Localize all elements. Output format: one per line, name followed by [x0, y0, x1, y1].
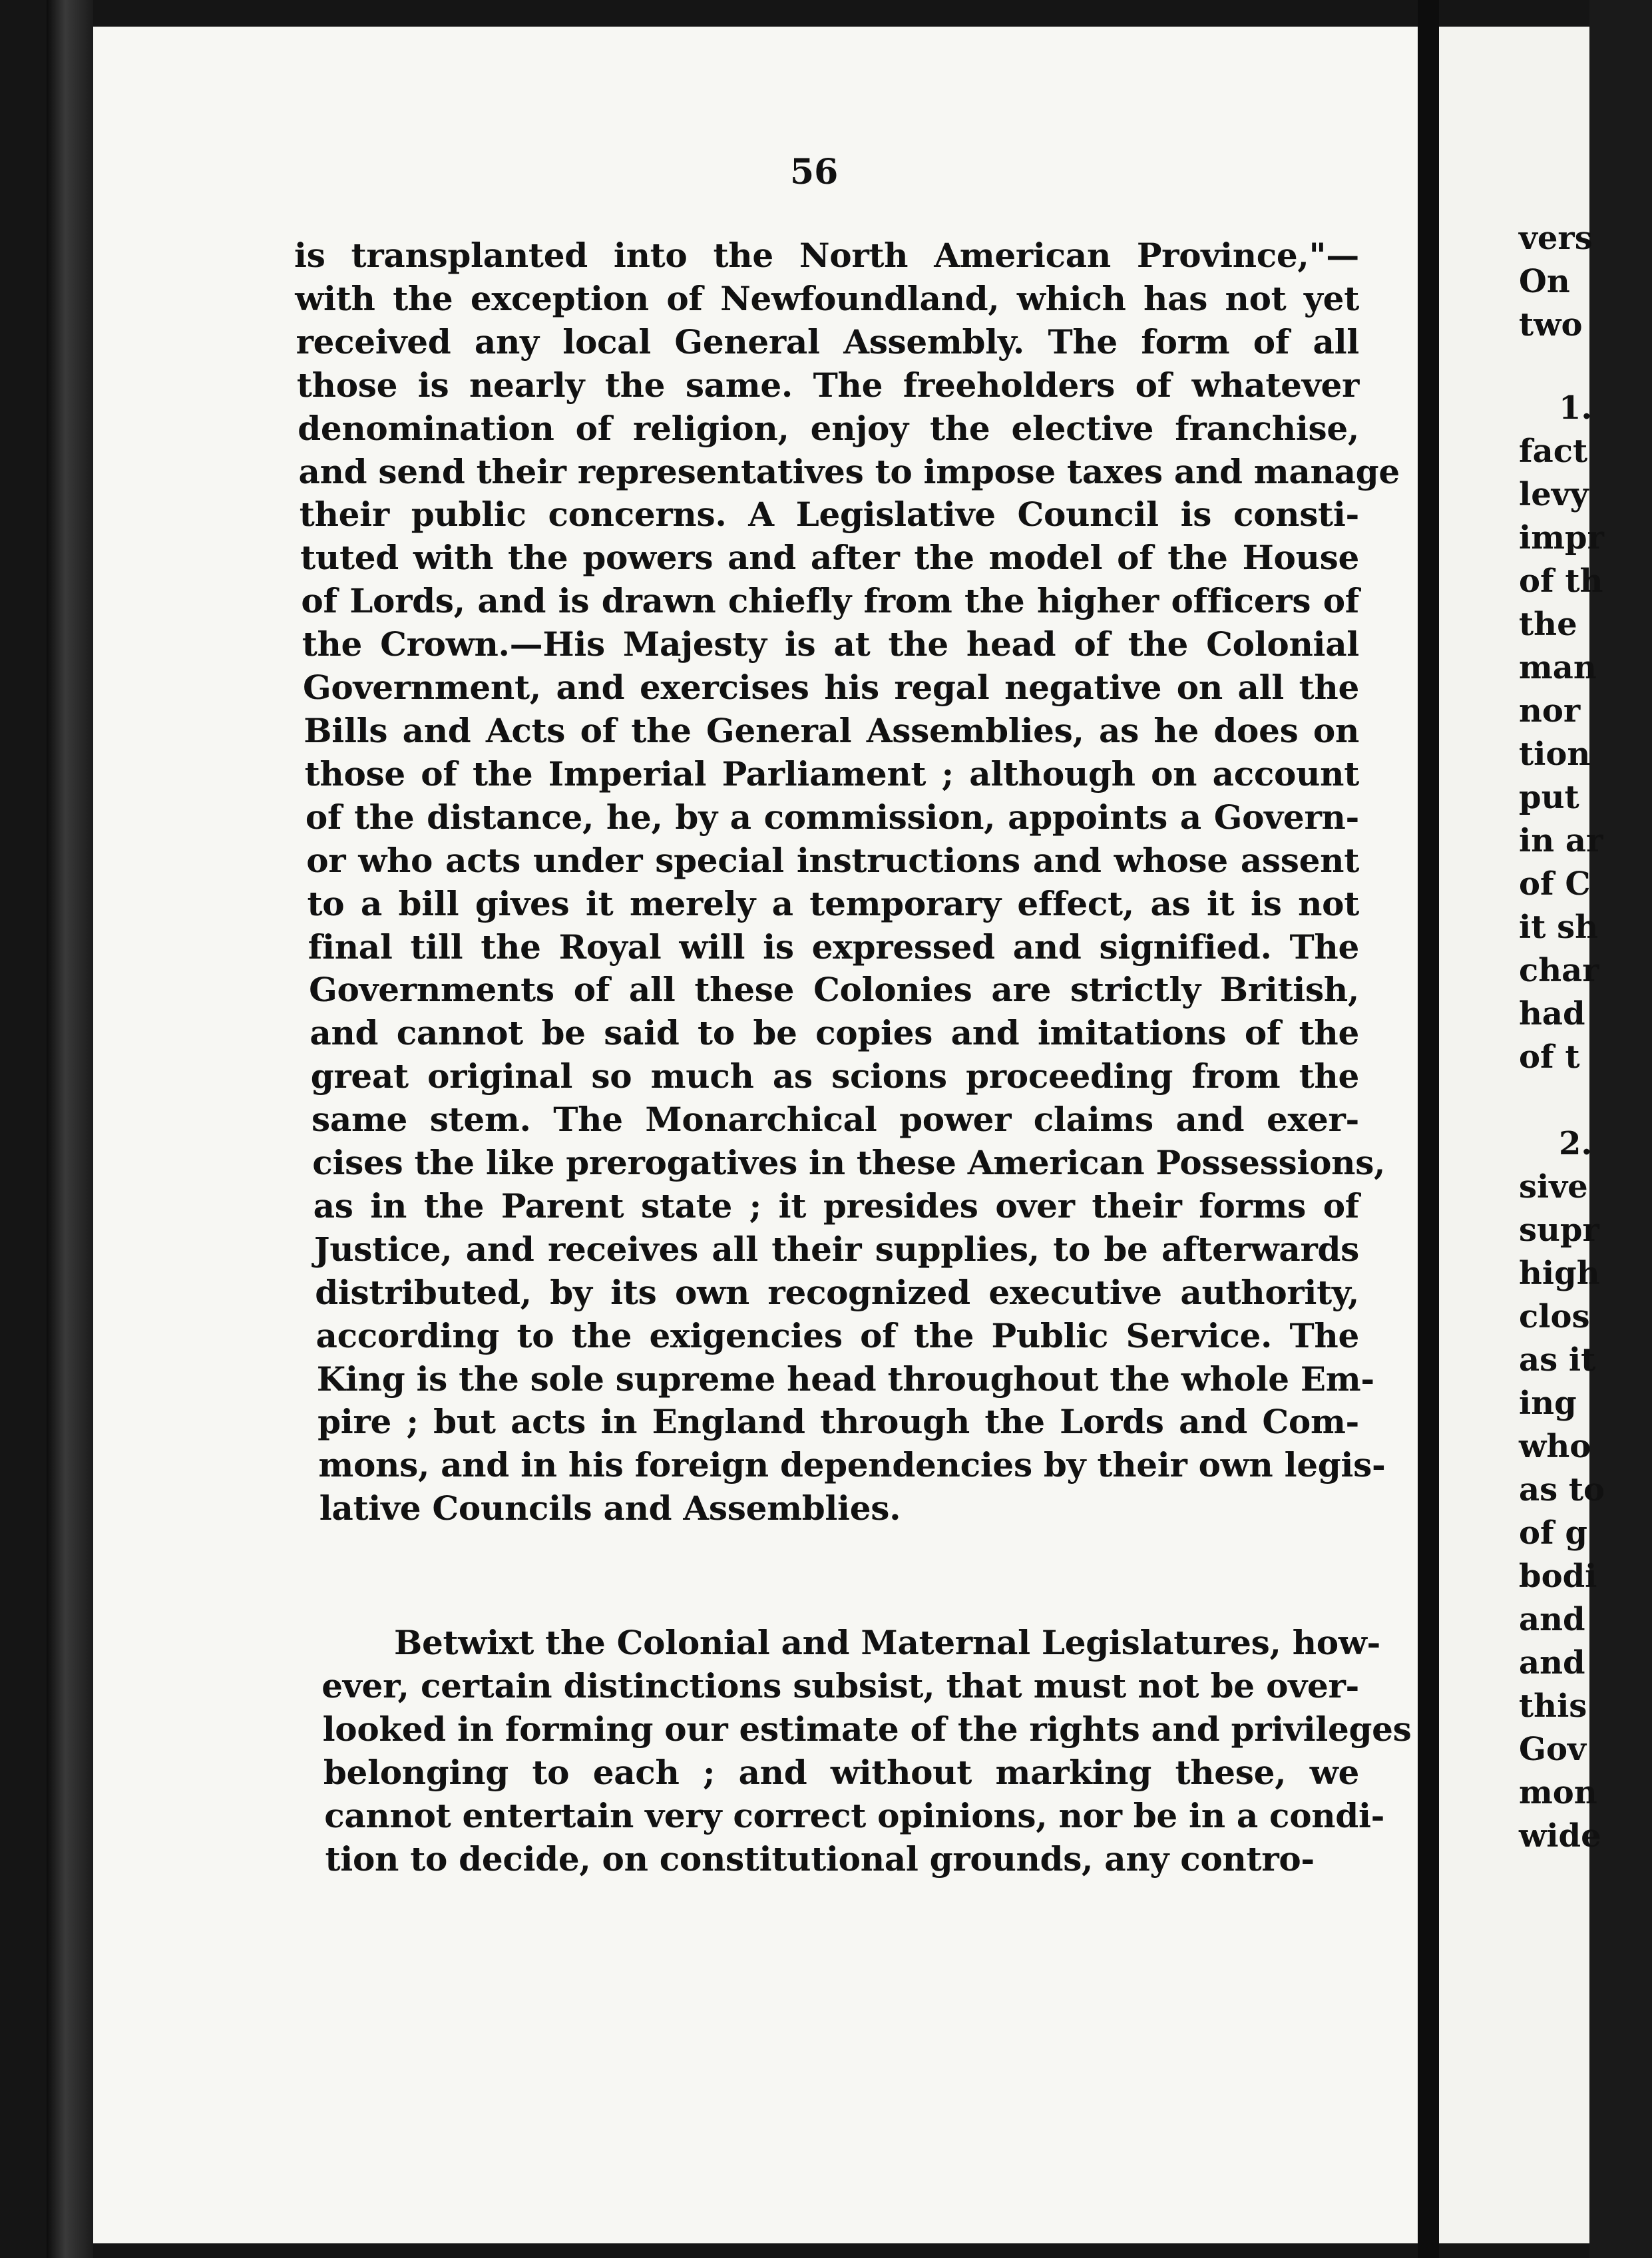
- facing-page-line: the: [1519, 606, 1577, 643]
- facing-page-line: put: [1519, 779, 1579, 816]
- text-line: belonging to each ; and without marking these, we: [323, 1752, 1359, 1792]
- text-line: lative Councils and Assemblies.: [319, 1488, 901, 1528]
- facing-page-line: it sh: [1519, 909, 1599, 946]
- book-binding-edge: [47, 0, 93, 2258]
- text-line: of Lords, and is drawn chiefly from the higher officers of: [301, 581, 1359, 621]
- text-line: to a bill gives it merely a temporary effect, as it is not: [307, 883, 1359, 923]
- text-line: tuted with the powers and after the model of the House: [300, 538, 1359, 578]
- text-line: ever, certain distinctions subsist, that must not be over-: [321, 1666, 1359, 1705]
- text-line: their public concerns. A Legislative Council is consti-: [299, 495, 1359, 535]
- paragraph-2: [294, 1622, 1412, 1881]
- text-line: those of the Imperial Parliament ; although on account: [304, 754, 1359, 793]
- page-number: 56: [790, 152, 839, 192]
- facing-page-line: had: [1519, 995, 1585, 1032]
- facing-page-line: and: [1519, 1601, 1585, 1638]
- facing-page-line: fact: [1519, 433, 1588, 470]
- facing-page-line: and: [1519, 1644, 1585, 1682]
- facing-page-line: bodi: [1519, 1558, 1597, 1595]
- text-line: or who acts under special instructions and whose assent: [306, 840, 1359, 880]
- facing-page-line: as to: [1519, 1471, 1605, 1508]
- text-line: same stem. The Monarchical power claims and exer-: [311, 1100, 1359, 1140]
- text-line: cannot entertain very correct opinions, nor be in a condi-: [324, 1795, 1385, 1835]
- text-line: tion to decide, on constitutional grounds, any contro-: [325, 1839, 1315, 1879]
- facing-page-line: tion: [1519, 736, 1591, 773]
- text-line: as in the Parent state ; it presides over their forms of: [313, 1186, 1359, 1226]
- facing-page-line: of t: [1519, 1038, 1580, 1076]
- facing-page-line: high: [1519, 1255, 1600, 1292]
- facing-page-line: nor: [1519, 692, 1581, 730]
- text-line: looked in forming our estimate of the rights and privileges: [322, 1709, 1412, 1749]
- facing-page: [1439, 27, 1605, 2243]
- facing-page-line: char: [1519, 952, 1599, 989]
- facing-page-line: 2.: [1559, 1125, 1593, 1162]
- facing-page-line: in ar: [1519, 822, 1603, 859]
- text-line: cises the like prerogatives in these American Possessions,: [312, 1143, 1386, 1183]
- text-line: received any local General Assembly. The form of all: [296, 322, 1359, 361]
- facing-page-line: impr: [1519, 519, 1604, 557]
- text-line: final till the Royal will is expressed and signified. The: [308, 927, 1359, 967]
- facing-page-line: sive: [1519, 1168, 1588, 1206]
- facing-page-line: mon: [1519, 1774, 1597, 1811]
- text-line: with the exception of Newfoundland, which has not yet: [295, 278, 1359, 318]
- facing-page-line: as it: [1519, 1341, 1596, 1379]
- facing-page-line: vers: [1519, 220, 1593, 257]
- text-line: distributed, by its own recognized executive authority,: [315, 1272, 1359, 1312]
- text-line: of the distance, he, by a commission, appoints a Govern-: [305, 797, 1359, 837]
- facing-page-line: who: [1519, 1428, 1591, 1465]
- facing-page-line: wide: [1519, 1817, 1601, 1855]
- facing-page-line: this: [1519, 1688, 1587, 1725]
- facing-page-line: 1.: [1559, 389, 1593, 427]
- text-line: King is the sole supreme head throughout the whole Em-: [316, 1359, 1374, 1399]
- text-line: and send their representatives to impose taxes and manage: [298, 451, 1400, 491]
- text-line: those is nearly the same. The freeholders of whatever: [296, 365, 1359, 405]
- text-line: according to the exigencies of the Public Service. The: [315, 1315, 1359, 1355]
- text-line: Justice, and receives all their supplies, to be afterwards: [313, 1229, 1359, 1269]
- text-line: and cannot be said to be copies and imitations of the: [310, 1013, 1359, 1053]
- text-line: denomination of religion, enjoy the elective franchise,: [298, 408, 1359, 448]
- facing-page-line: clos: [1519, 1298, 1590, 1335]
- facing-page-line: levy: [1519, 476, 1589, 513]
- text-line: mons, and in his foreign dependencies by their own legis-: [318, 1445, 1386, 1485]
- text-line: is transplanted into the North American Province,"—: [294, 236, 1359, 275]
- facing-page-line: of g: [1519, 1514, 1587, 1552]
- facing-page-line: On: [1519, 263, 1570, 300]
- page-gutter: [1418, 0, 1439, 2258]
- facing-page-line: man: [1519, 649, 1597, 686]
- text-line: the Crown.—His Majesty is at the head of the Colonial: [302, 624, 1359, 664]
- text-line: Governments of all these Colonies are strictly British,: [309, 970, 1359, 1010]
- facing-page-line: ing: [1519, 1385, 1577, 1422]
- facing-page-line: two: [1519, 306, 1583, 343]
- text-line: Bills and Acts of the General Assemblies, as he does on: [304, 710, 1359, 750]
- paragraph-1: [294, 234, 1400, 1530]
- facing-page-line: of C: [1519, 865, 1591, 903]
- facing-page-line: Gov: [1519, 1731, 1586, 1768]
- text-line: Betwixt the Colonial and Maternal Legislatures, how-: [394, 1623, 1381, 1662]
- text-line: great original so much as scions proceeding from the: [310, 1056, 1359, 1096]
- text-line: pire ; but acts in England through the Lords and Com-: [317, 1402, 1359, 1442]
- facing-page-line: of th: [1519, 563, 1603, 600]
- facing-page-line: supr: [1519, 1212, 1599, 1249]
- text-line: Government, and exercises his regal negative on all the: [303, 668, 1359, 708]
